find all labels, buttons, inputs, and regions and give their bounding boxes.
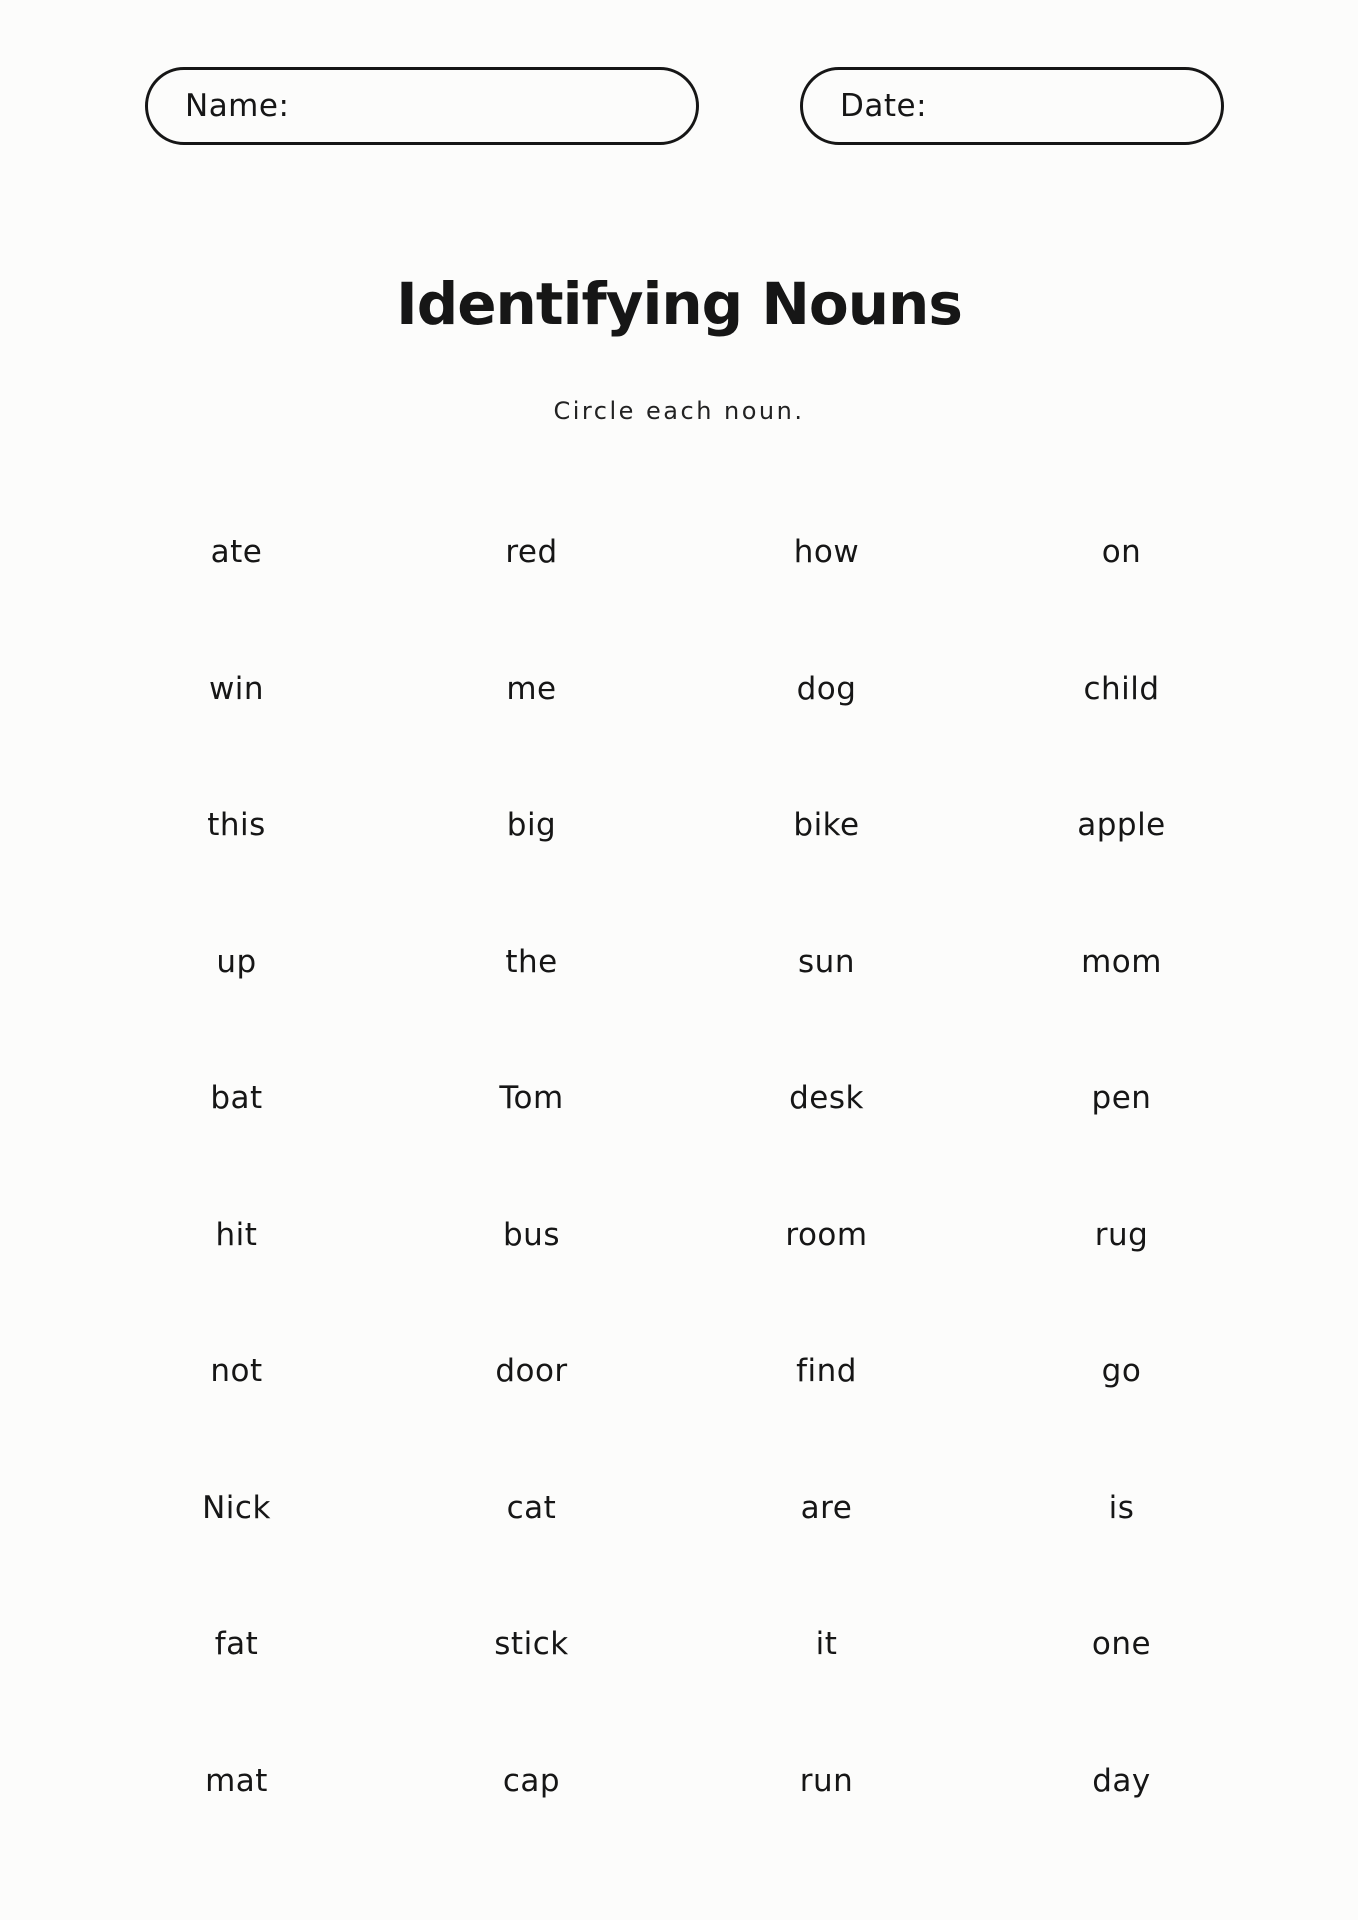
word-cell[interactable]: bat — [210, 1080, 263, 1117]
word-cell[interactable]: it — [815, 1626, 838, 1663]
word-cell[interactable]: find — [796, 1353, 857, 1390]
word-cell[interactable]: cap — [502, 1762, 561, 1799]
word-cell[interactable]: this — [207, 807, 266, 844]
word-cell[interactable]: big — [506, 807, 557, 844]
word-cell[interactable]: Tom — [499, 1080, 564, 1117]
word-cell[interactable]: is — [1108, 1489, 1135, 1526]
word-cell[interactable]: pen — [1091, 1080, 1152, 1117]
word-cell[interactable]: Nick — [202, 1489, 271, 1526]
word-cell[interactable]: not — [210, 1353, 263, 1390]
word-cell[interactable]: are — [800, 1489, 853, 1526]
name-field[interactable] — [145, 67, 699, 145]
date-field-label: Date: — [840, 88, 928, 124]
name-field-label: Name: — [185, 88, 290, 124]
word-cell[interactable]: red — [505, 534, 558, 571]
word-cell[interactable]: hit — [215, 1216, 258, 1253]
word-cell[interactable]: apple — [1077, 807, 1166, 844]
word-cell[interactable]: child — [1083, 670, 1160, 707]
word-cell[interactable]: win — [208, 670, 265, 707]
word-cell[interactable]: stick — [494, 1626, 569, 1663]
word-cell[interactable]: room — [785, 1216, 868, 1253]
word-cell[interactable]: door — [495, 1353, 568, 1390]
word-cell[interactable]: sun — [798, 943, 855, 980]
word-cell[interactable]: one — [1091, 1626, 1152, 1663]
word-cell[interactable]: dog — [796, 670, 857, 707]
word-cell[interactable]: on — [1101, 534, 1142, 571]
word-cell[interactable]: bike — [793, 807, 860, 844]
word-cell[interactable]: mom — [1081, 943, 1162, 980]
word-cell[interactable]: bus — [503, 1216, 560, 1253]
word-cell[interactable]: go — [1101, 1353, 1142, 1390]
word-cell[interactable]: me — [506, 670, 557, 707]
word-cell[interactable]: run — [799, 1762, 854, 1799]
page-title: Identifying Nouns — [396, 270, 962, 338]
word-cell[interactable]: ate — [210, 534, 263, 571]
word-cell[interactable]: how — [793, 534, 860, 571]
word-cell[interactable]: up — [216, 943, 257, 980]
date-field[interactable] — [800, 67, 1224, 145]
word-grid — [89, 484, 1269, 1849]
word-cell[interactable]: day — [1092, 1762, 1151, 1799]
word-cell[interactable]: fat — [214, 1626, 259, 1663]
instruction-text: Circle each noun. — [553, 397, 805, 425]
word-cell[interactable]: desk — [789, 1080, 864, 1117]
word-cell[interactable]: the — [505, 943, 558, 980]
word-cell[interactable]: mat — [205, 1762, 268, 1799]
word-cell[interactable]: rug — [1094, 1216, 1149, 1253]
word-cell[interactable]: cat — [506, 1489, 557, 1526]
